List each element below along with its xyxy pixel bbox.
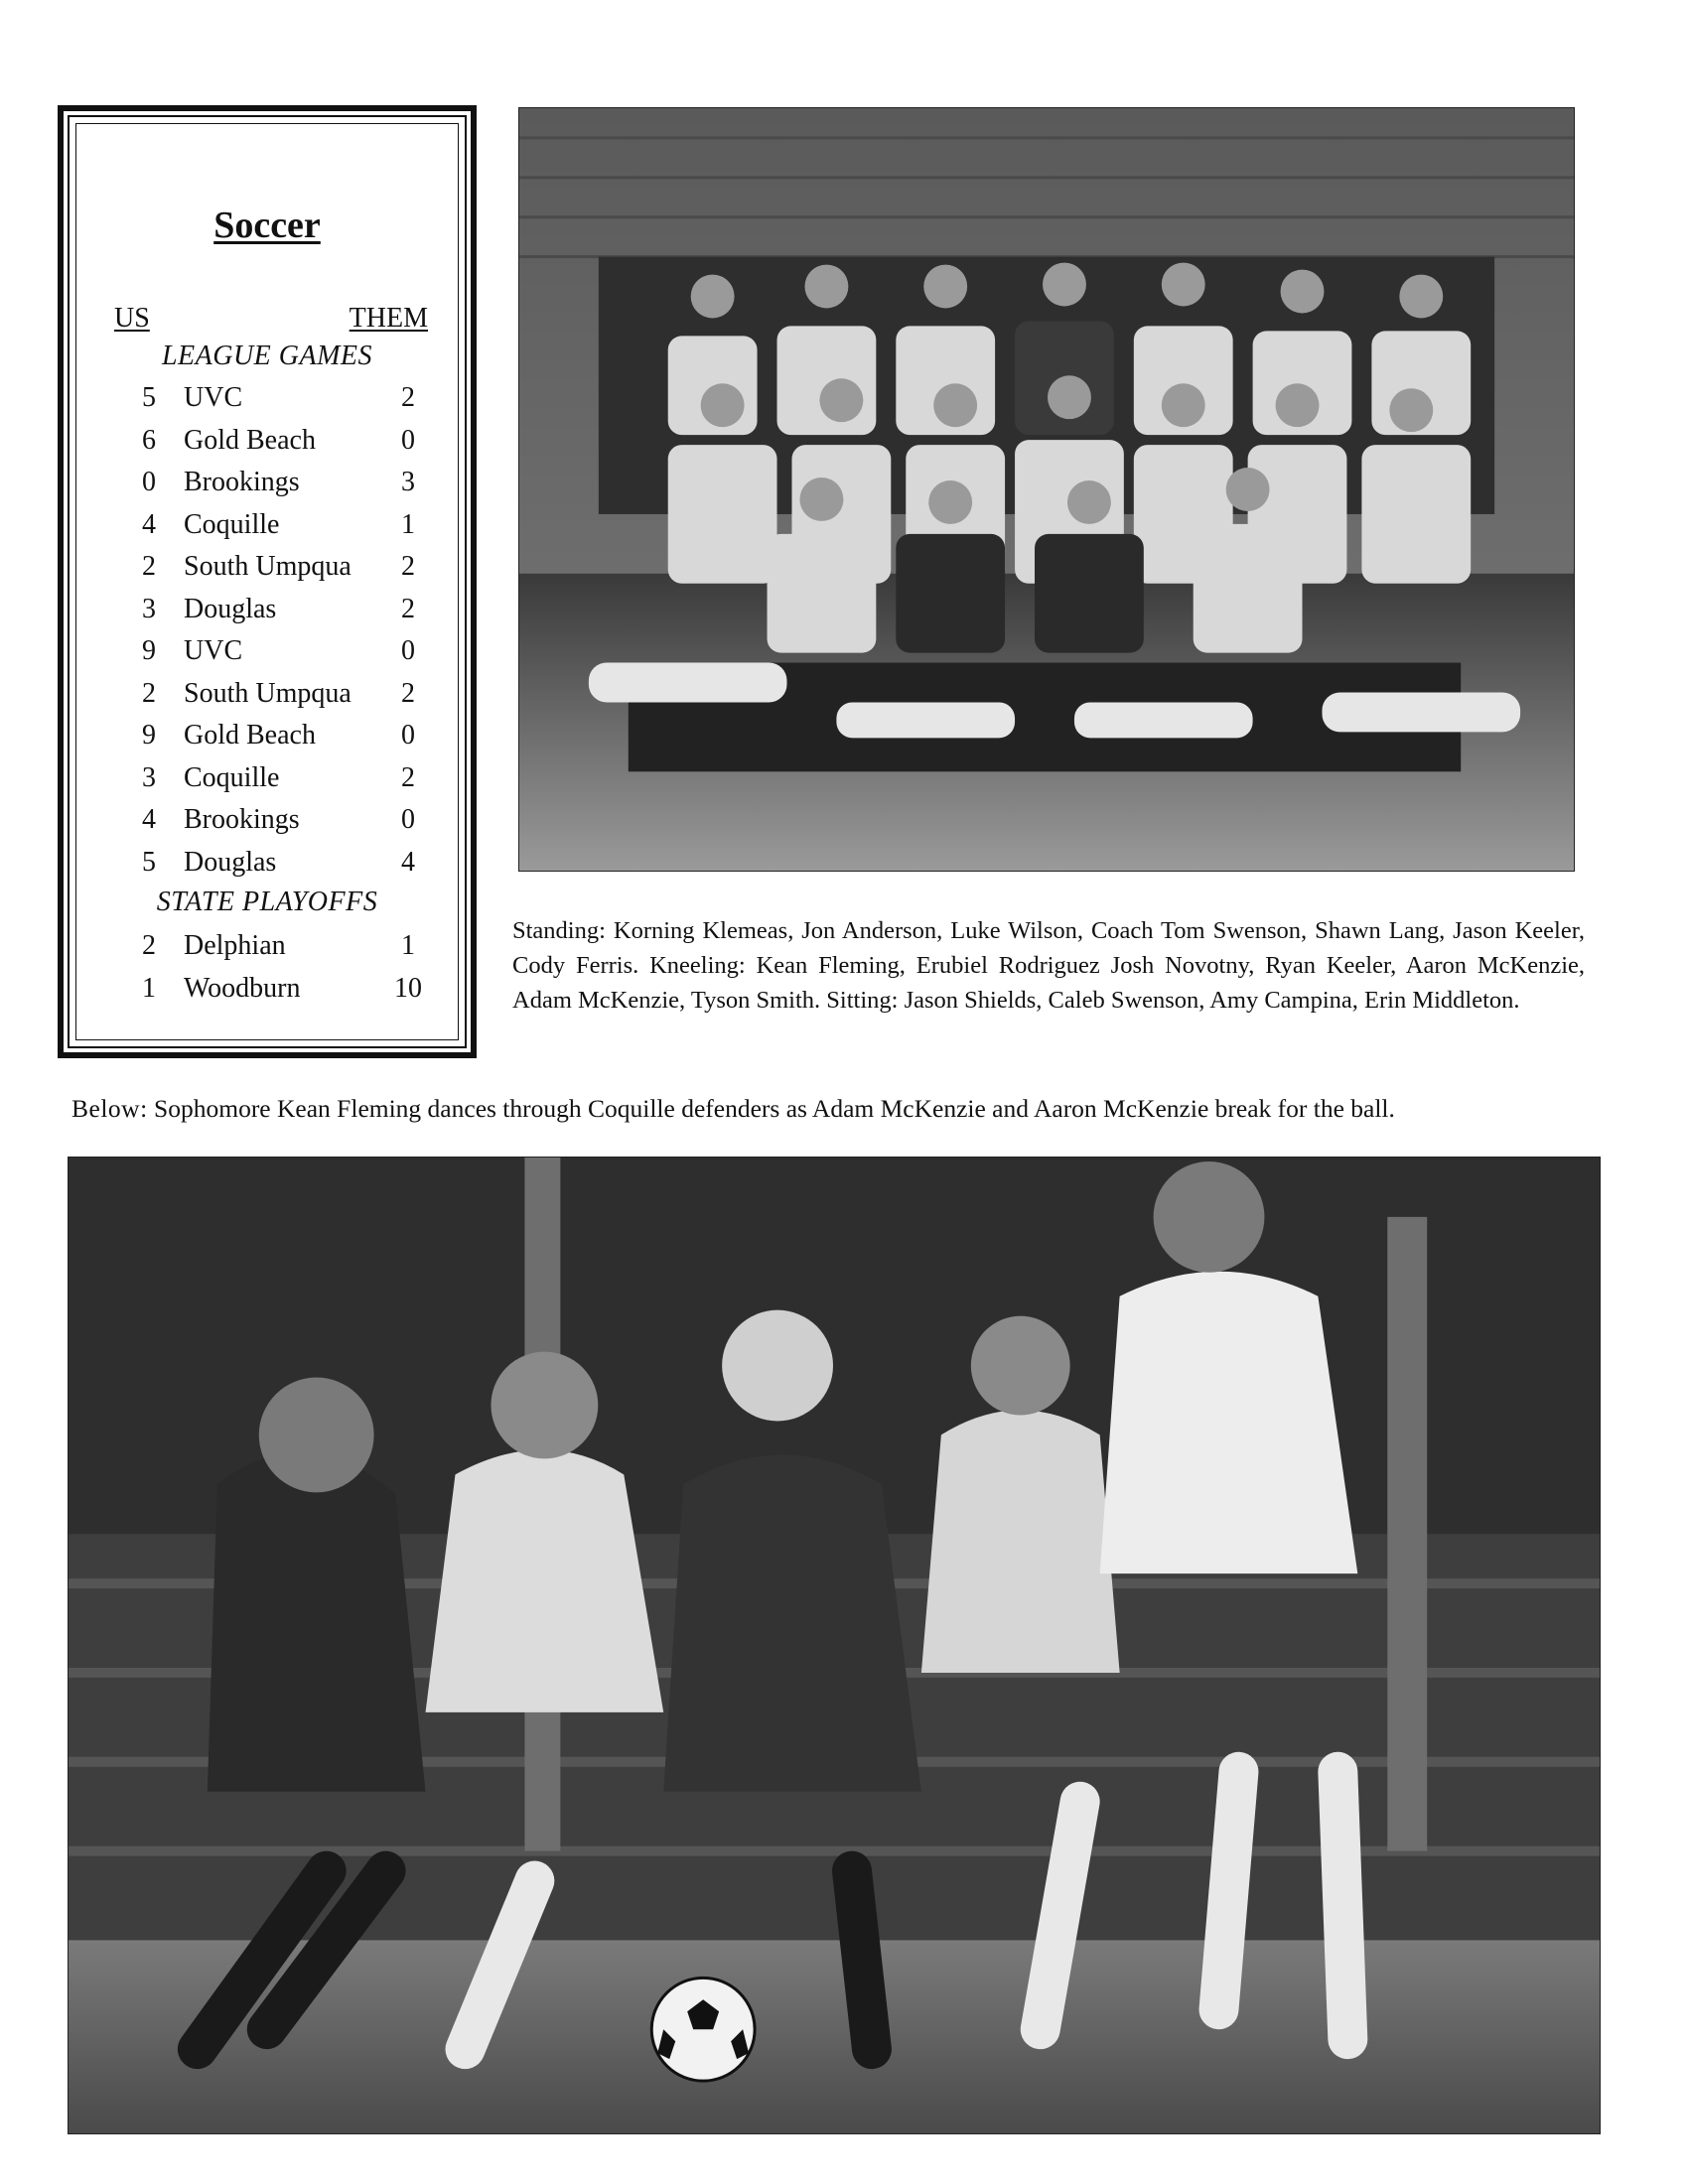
us-score: 6	[142, 424, 156, 456]
action-photo-caption	[71, 1092, 1620, 1126]
game-row	[76, 594, 458, 633]
game-row	[76, 467, 458, 506]
opponent-name: UVC	[184, 382, 243, 413]
caption-lead: Below:	[71, 1094, 148, 1123]
opponent-name: Brookings	[184, 467, 300, 497]
opponent-name: Gold Beach	[184, 424, 316, 456]
game-row	[76, 847, 458, 887]
them-score: 1	[401, 508, 415, 540]
them-score: 3	[401, 467, 415, 497]
them-score: 2	[401, 677, 415, 709]
game-row	[76, 762, 458, 802]
them-score: 2	[401, 761, 415, 793]
us-score: 2	[142, 551, 156, 582]
opponent-name: Brookings	[184, 804, 300, 835]
state-playoffs-heading: STATE PLAYOFFS	[156, 887, 378, 917]
scorebox	[58, 105, 477, 1058]
opponent-name: UVC	[184, 635, 243, 666]
game-row	[76, 678, 458, 718]
opponent-name: Douglas	[184, 593, 277, 624]
them-score: 0	[401, 804, 415, 835]
us-score: 2	[142, 677, 156, 709]
team-photo	[518, 107, 1575, 872]
us-score: 1	[142, 972, 156, 1004]
them-score: 4	[401, 846, 415, 878]
them-score: 2	[401, 382, 415, 413]
game-row	[76, 551, 458, 591]
them-score: 0	[401, 635, 415, 666]
opponent-name: South Umpqua	[184, 677, 352, 709]
them-score: 2	[401, 593, 415, 624]
them-score: 0	[401, 424, 415, 456]
us-score: 2	[142, 930, 156, 961]
scorebox-content	[75, 123, 459, 1040]
opponent-name: South Umpqua	[184, 551, 352, 582]
opponent-name: Gold Beach	[184, 720, 316, 751]
action-photo-image	[69, 1158, 1600, 2133]
them-score: 2	[401, 551, 415, 582]
game-row	[76, 930, 458, 970]
game-row	[76, 635, 458, 675]
column-header-us: US	[114, 303, 150, 334]
caption-text: Sophomore Kean Fleming dances through Coquille defenders as Adam McKenzie and Aaron McKenzie break for the ball.	[154, 1094, 1395, 1123]
game-row	[76, 973, 458, 1013]
opponent-name: Coquille	[184, 508, 280, 540]
team-photo-image	[519, 108, 1574, 871]
game-row	[76, 509, 458, 549]
us-score: 9	[142, 720, 156, 751]
opponent-name: Coquille	[184, 761, 280, 793]
opponent-name: Woodburn	[184, 972, 301, 1004]
us-score: 5	[142, 382, 156, 413]
game-row	[76, 382, 458, 422]
them-score: 0	[401, 720, 415, 751]
scorebox-title: Soccer	[213, 205, 321, 246]
us-score: 5	[142, 846, 156, 878]
game-row	[76, 425, 458, 465]
opponent-name: Douglas	[184, 846, 277, 878]
us-score: 4	[142, 508, 156, 540]
game-row	[76, 804, 458, 844]
us-score: 0	[142, 467, 156, 497]
column-header-them: THEM	[349, 303, 428, 334]
opponent-name: Delphian	[184, 930, 286, 961]
league-games-heading: LEAGUE GAMES	[161, 341, 373, 371]
game-row	[76, 720, 458, 759]
action-photo	[68, 1157, 1601, 2134]
us-score: 3	[142, 761, 156, 793]
them-score: 1	[401, 930, 415, 961]
us-score: 9	[142, 635, 156, 666]
scorebox-border	[68, 115, 467, 1048]
us-score: 3	[142, 593, 156, 624]
us-score: 4	[142, 804, 156, 835]
team-photo-caption: Standing: Korning Klemeas, Jon Anderson, Luke Wilson, Coach Tom Swenson, Shawn Lang, Jason Keeler, Cody Ferris. Kneeling: Kean Fleming, Erubiel Rodriguez Josh Novotny, Ryan Keeler, Aaron McKenzie, Adam McKenzie, Tyson Smith. Sitting: Jason Shields, Caleb Swenson, Amy Campina, Erin Middleton.	[512, 917, 1585, 1014]
them-score: 10	[394, 972, 422, 1004]
